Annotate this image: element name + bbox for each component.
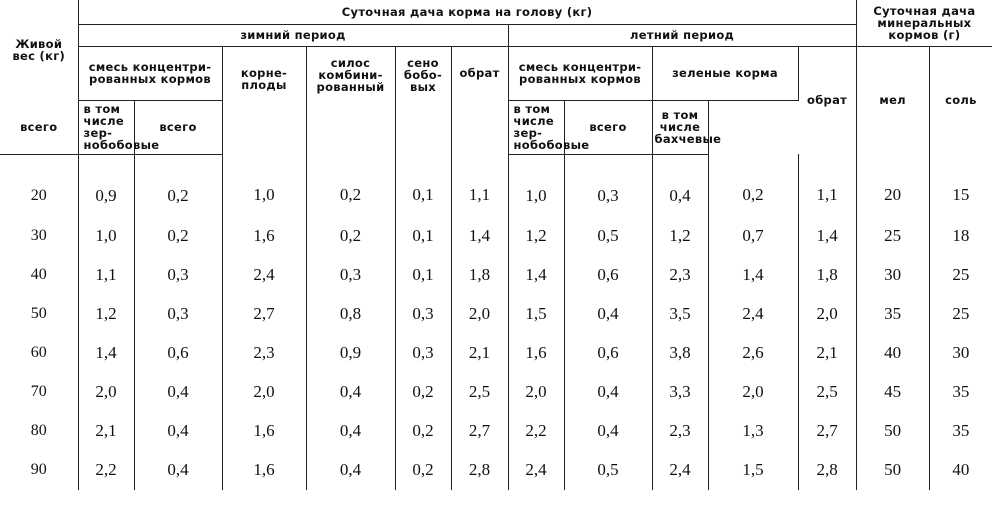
cell-silage: 0,2 [306, 154, 395, 217]
cell-green-feed-total: 3,8 [652, 334, 708, 373]
cell-live-weight: 90 [0, 451, 78, 490]
cell-live-weight: 50 [0, 295, 78, 334]
cell-summer-skim-milk: 2,8 [798, 451, 856, 490]
table-body [0, 154, 992, 490]
cell-chalk: 20 [856, 154, 929, 217]
cell-summer-concentrate-total: 1,0 [508, 154, 564, 217]
cell-salt: 40 [952, 460, 970, 479]
cell-summer-concentrate-legume: 0,4 [564, 295, 652, 334]
cell-chalk: 30 [856, 256, 929, 295]
cell-live-weight: 80 [0, 412, 78, 451]
cell-winter-skim-milk: 2,1 [451, 334, 508, 373]
cell-summer-skim-milk: 2,0 [798, 295, 856, 334]
header-chalk: мел [856, 46, 929, 154]
cell-winter-skim-milk: 1,1 [451, 154, 508, 217]
header-summer-total: всего [134, 100, 222, 154]
cell-salt: 35 [952, 382, 970, 401]
cell-live-weight: 70 [0, 373, 78, 412]
cell-summer-concentrate-legume: 0,3 [564, 154, 652, 217]
cell-summer-concentrate-total: 2,0 [508, 373, 564, 412]
header-roots: корне-плоды [222, 46, 306, 154]
cell-winter-skim-milk: 2,5 [451, 373, 508, 412]
table-row [0, 217, 992, 256]
cell-winter-concentrate-legume: 0,3 [134, 295, 222, 334]
cell-roots: 1,0 [222, 154, 306, 217]
header-winter-skim-milk: обрат [451, 46, 508, 154]
cell-summer-concentrate-legume: 0,4 [564, 412, 652, 451]
cell-green-feed-total: 2,4 [652, 451, 708, 490]
cell-winter-concentrate-total: 1,0 [78, 217, 134, 256]
cell-chalk: 50 [856, 412, 929, 451]
cell-summer-concentrate-total: 2,4 [508, 451, 564, 490]
cell-green-feed-total: 2,3 [652, 412, 708, 451]
header-green-total: всего [564, 100, 652, 154]
cell-summer-concentrate-legume: 0,6 [564, 334, 652, 373]
cell-winter-concentrate-total: 1,2 [78, 295, 134, 334]
cell-salt: 30 [952, 343, 970, 362]
header-summer-concentrate: смесь концентри-рованных кормов [508, 46, 652, 100]
cell-roots: 2,0 [222, 373, 306, 412]
cell-summer-concentrate-total: 1,4 [508, 256, 564, 295]
cell-green-feed-total: 3,3 [652, 373, 708, 412]
header-mineral-feed: Суточная дача минеральных кормов (г) [856, 0, 992, 46]
header-summer-period: летний период [508, 24, 856, 46]
header-summer-skim-milk: обрат [798, 46, 856, 154]
header-green-feed: зеленые корма [652, 46, 798, 100]
cell-silage: 0,4 [306, 373, 395, 412]
cell-green-feed-total: 2,3 [652, 256, 708, 295]
cell-roots: 2,4 [222, 256, 306, 295]
cell-green-feed-melons: 0,7 [708, 217, 798, 256]
cell-green-feed-total: 0,4 [652, 154, 708, 217]
cell-silage: 0,2 [306, 217, 395, 256]
header-winter-total: всего [0, 100, 78, 154]
header-salt: соль [945, 93, 977, 108]
cell-legume-hay: 0,1 [395, 154, 451, 217]
table-row [0, 295, 992, 334]
cell-winter-skim-milk: 2,7 [451, 412, 508, 451]
cell-silage: 0,9 [306, 334, 395, 373]
cell-summer-skim-milk: 2,7 [798, 412, 856, 451]
cell-summer-concentrate-legume: 0,6 [564, 256, 652, 295]
cell-winter-concentrate-legume: 0,4 [134, 373, 222, 412]
cell-green-feed-melons: 0,2 [708, 154, 798, 217]
cell-winter-skim-milk: 1,8 [451, 256, 508, 295]
table-header [0, 0, 992, 154]
header-summer-legume-grain: в том числе зер-нобобовые [508, 100, 564, 154]
cell-winter-concentrate-total: 0,9 [78, 154, 134, 217]
cell-salt: 18 [952, 226, 970, 245]
cell-legume-hay: 0,3 [395, 295, 451, 334]
cell-legume-hay: 0,2 [395, 373, 451, 412]
cell-green-feed-total: 3,5 [652, 295, 708, 334]
cell-silage: 0,8 [306, 295, 395, 334]
cell-green-feed-melons: 2,0 [708, 373, 798, 412]
cell-winter-concentrate-total: 2,2 [78, 451, 134, 490]
cell-live-weight: 30 [0, 217, 78, 256]
cell-winter-concentrate-total: 1,4 [78, 334, 134, 373]
cell-summer-concentrate-total: 2,2 [508, 412, 564, 451]
cell-winter-concentrate-legume: 0,2 [134, 217, 222, 256]
cell-live-weight: 60 [0, 334, 78, 373]
cell-silage: 0,4 [306, 412, 395, 451]
cell-winter-skim-milk: 1,4 [451, 217, 508, 256]
cell-silage: 0,4 [306, 451, 395, 490]
cell-summer-concentrate-legume: 0,5 [564, 217, 652, 256]
cell-legume-hay: 0,2 [395, 451, 451, 490]
cell-salt: 25 [952, 265, 970, 284]
header-winter-period: зимний период [78, 24, 508, 46]
cell-legume-hay: 0,3 [395, 334, 451, 373]
cell-winter-skim-milk: 2,0 [451, 295, 508, 334]
cell-winter-concentrate-legume: 0,4 [134, 412, 222, 451]
cell-roots: 1,6 [222, 451, 306, 490]
cell-legume-hay: 0,1 [395, 217, 451, 256]
cell-legume-hay: 0,1 [395, 256, 451, 295]
cell-summer-skim-milk: 1,8 [798, 256, 856, 295]
header-silage: силос комбини-рованный [306, 46, 395, 154]
cell-chalk: 40 [856, 334, 929, 373]
header-daily-feed: Суточная дача корма на голову (кг) [78, 0, 856, 24]
cell-winter-concentrate-total: 2,0 [78, 373, 134, 412]
cell-summer-concentrate-legume: 0,4 [564, 373, 652, 412]
cell-salt: 35 [952, 421, 970, 440]
cell-green-feed-melons: 1,3 [708, 412, 798, 451]
cell-summer-concentrate-total: 1,5 [508, 295, 564, 334]
cell-green-feed-melons: 1,4 [708, 256, 798, 295]
cell-winter-concentrate-legume: 0,6 [134, 334, 222, 373]
cell-green-feed-melons: 2,4 [708, 295, 798, 334]
header-winter-legume-grain: в том числе зер-нобобовые [78, 100, 134, 154]
cell-green-feed-melons: 2,6 [708, 334, 798, 373]
cell-winter-concentrate-legume: 0,3 [134, 256, 222, 295]
cell-green-feed-melons: 1,5 [708, 451, 798, 490]
cell-live-weight: 20 [0, 154, 78, 217]
cell-summer-concentrate-legume: 0,5 [564, 451, 652, 490]
cell-summer-concentrate-total: 1,2 [508, 217, 564, 256]
cell-roots: 2,7 [222, 295, 306, 334]
cell-chalk: 45 [856, 373, 929, 412]
cell-chalk: 25 [856, 217, 929, 256]
cell-live-weight: 40 [0, 256, 78, 295]
cell-winter-concentrate-legume: 0,4 [134, 451, 222, 490]
cell-winter-concentrate-total: 1,1 [78, 256, 134, 295]
table-row [0, 412, 992, 451]
cell-chalk: 35 [856, 295, 929, 334]
table-row [0, 334, 992, 373]
cell-winter-concentrate-total: 2,1 [78, 412, 134, 451]
header-live-weight: Живой вес (кг) [0, 0, 78, 100]
header-legume-hay: сено бобо-вых [395, 46, 451, 154]
table-row [0, 256, 992, 295]
cell-summer-concentrate-total: 1,6 [508, 334, 564, 373]
cell-winter-skim-milk: 2,8 [451, 451, 508, 490]
cell-legume-hay: 0,2 [395, 412, 451, 451]
header-green-melons: в том числе бахчевые [652, 100, 708, 154]
cell-silage: 0,3 [306, 256, 395, 295]
table-row [0, 154, 992, 217]
cell-summer-skim-milk: 1,1 [798, 154, 856, 217]
table-row [0, 451, 992, 490]
cell-summer-skim-milk: 1,4 [798, 217, 856, 256]
cell-winter-concentrate-legume: 0,2 [134, 154, 222, 217]
cell-salt: 25 [952, 304, 970, 323]
cell-summer-skim-milk: 2,5 [798, 373, 856, 412]
cell-chalk: 50 [856, 451, 929, 490]
cell-salt: 15 [952, 185, 970, 205]
cell-green-feed-total: 1,2 [652, 217, 708, 256]
table-row [0, 373, 992, 412]
cell-roots: 2,3 [222, 334, 306, 373]
cell-summer-skim-milk: 2,1 [798, 334, 856, 373]
cell-roots: 1,6 [222, 217, 306, 256]
cell-roots: 1,6 [222, 412, 306, 451]
header-winter-concentrate: смесь концентри-рованных кормов [78, 46, 222, 100]
